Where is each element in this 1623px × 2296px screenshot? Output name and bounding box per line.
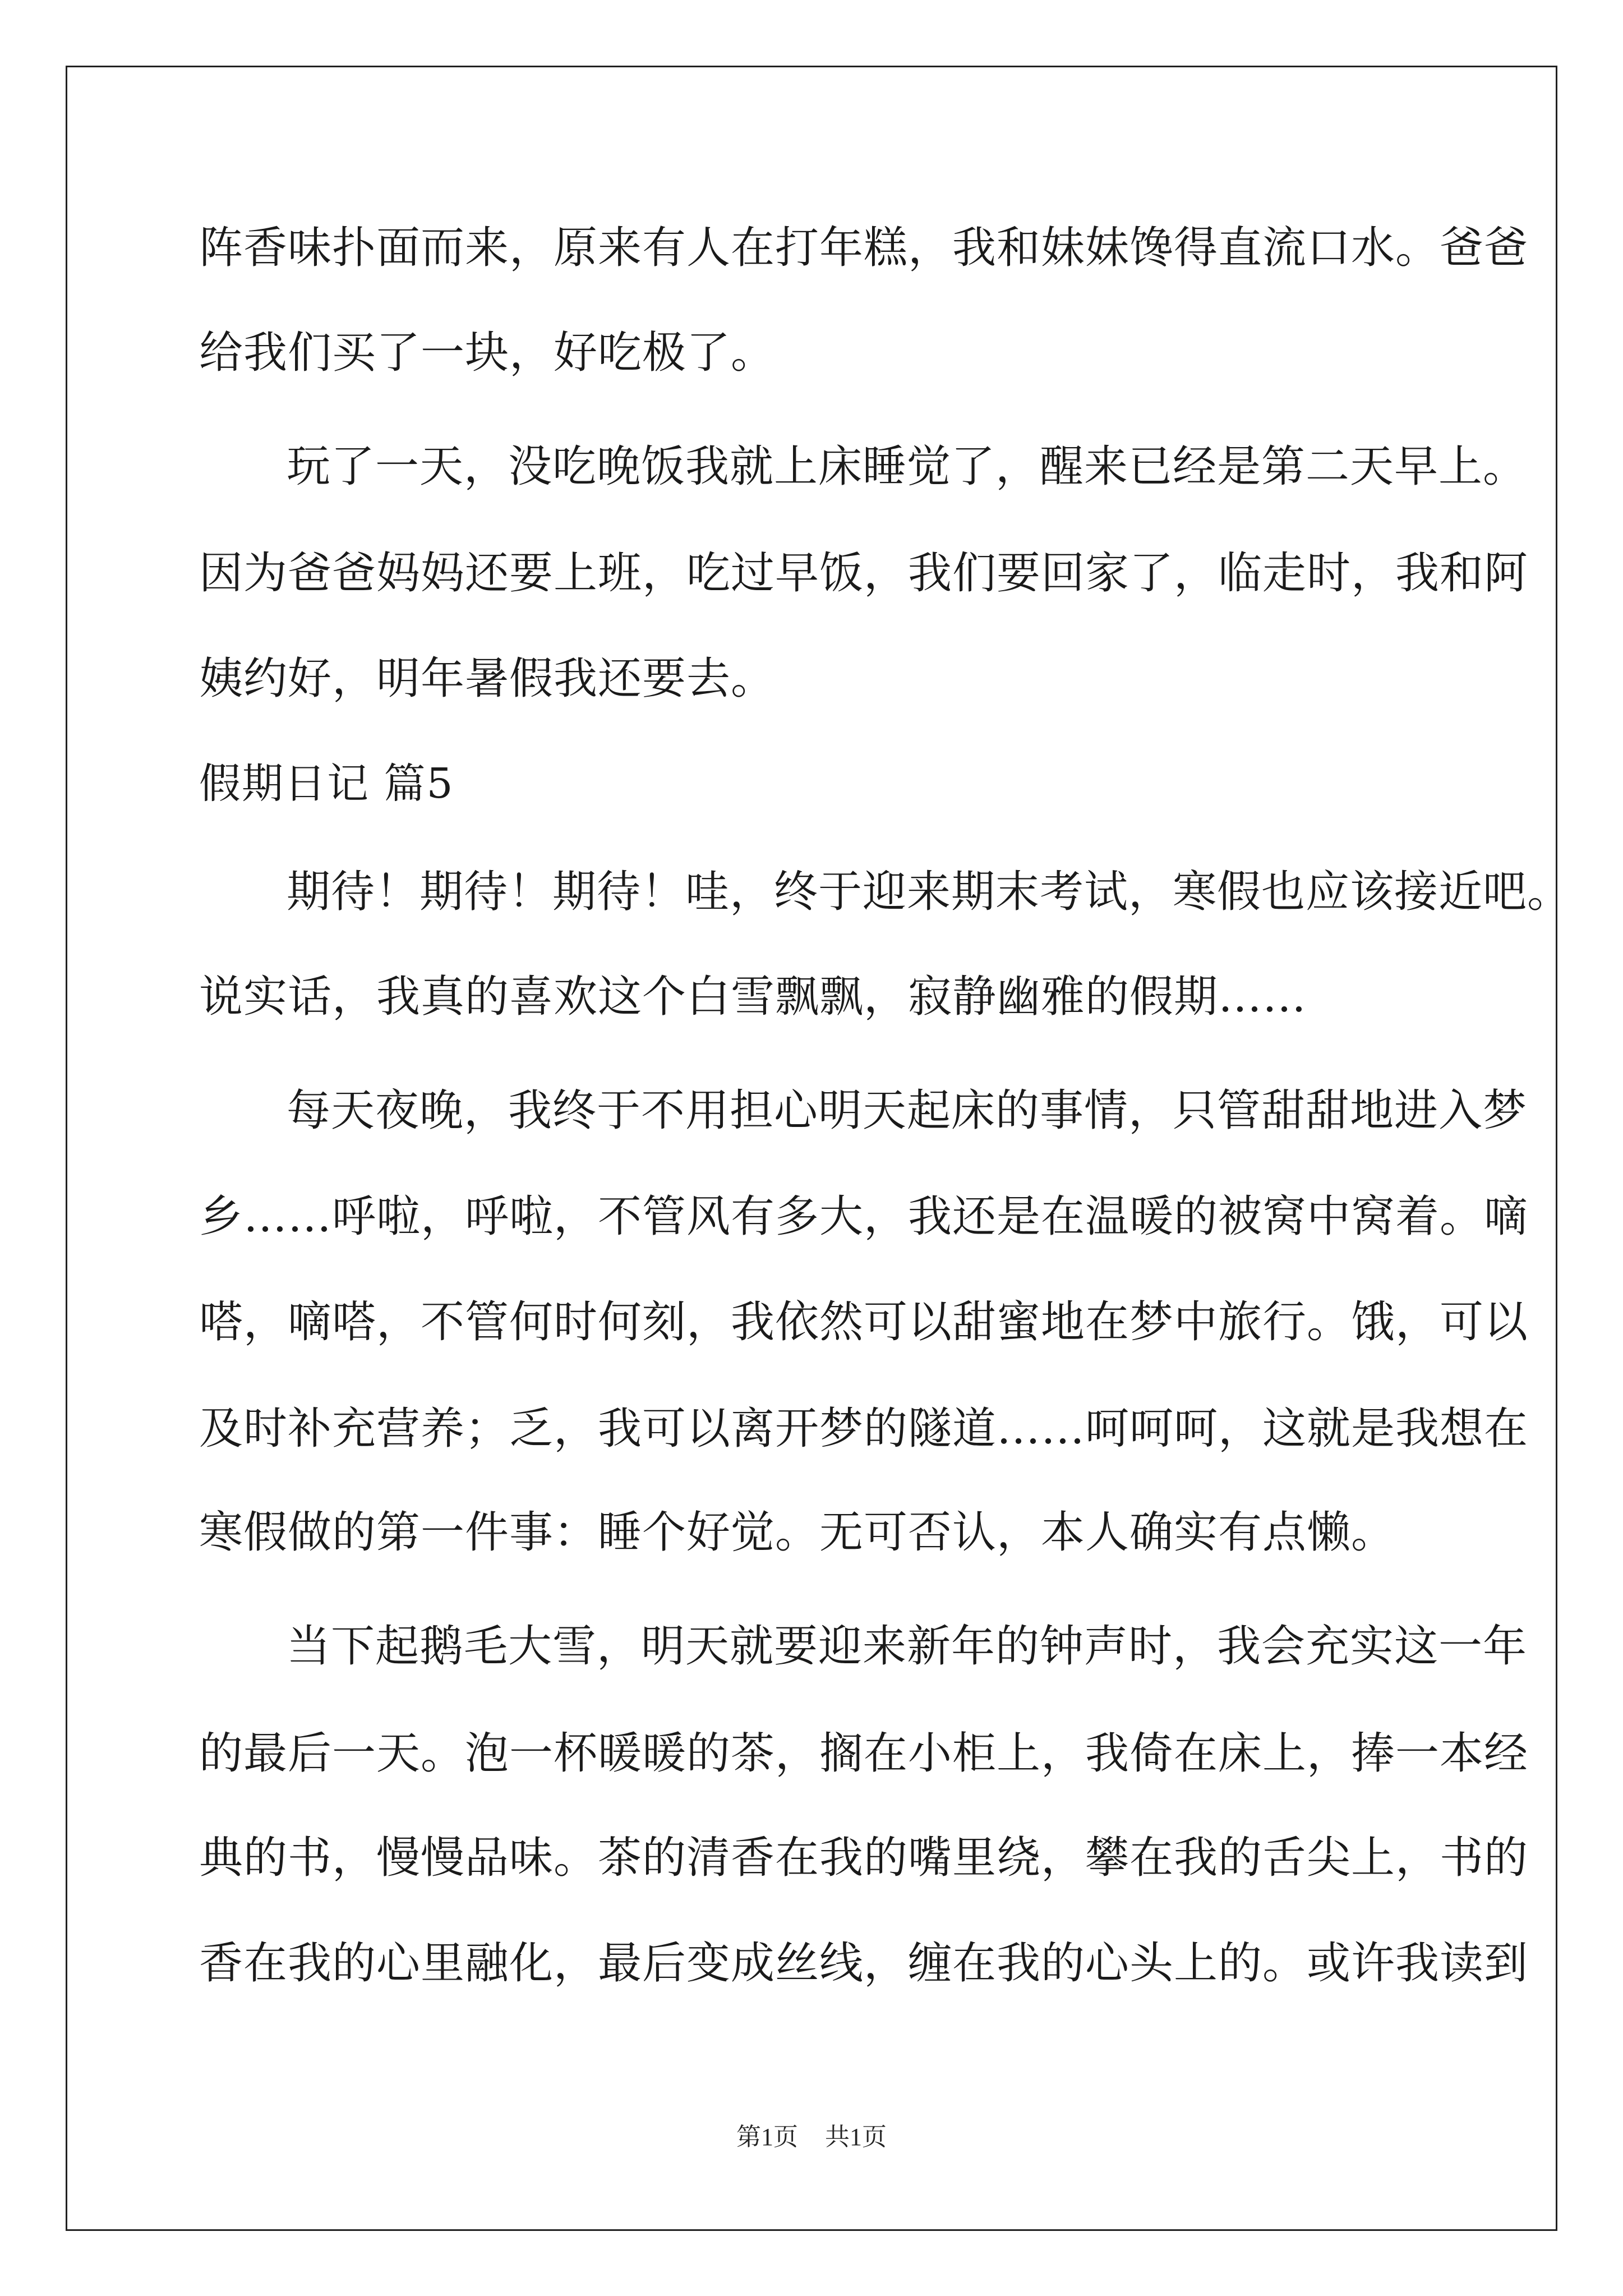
text-line: 每天夜晚，我终于不用担心明天起床的事情，只管甜甜地进入梦 — [287, 1085, 1528, 1136]
text-line: 的最后一天。泡一杯暖暖的茶，搁在小柜上，我倚在床上，捧一本经 — [199, 1728, 1529, 1779]
text-line: 说实话，我真的喜欢这个白雪飘飘，寂静幽雅的假期…… — [199, 972, 1307, 1022]
text-line: 阵香味扑面而来，原来有人在打年糕，我和妹妹馋得直流口水。爸爸 — [199, 223, 1529, 273]
text-line: 乡……呼啦，呼啦，不管风有多大，我还是在温暖的被窝中窝着。嘀 — [199, 1191, 1529, 1242]
page-total: 共1页 — [825, 2123, 887, 2151]
text-line: 典的书，慢慢品味。茶的清香在我的嘴里绕，攀在我的舌尖上，书的 — [199, 1833, 1529, 1883]
page-footer — [0, 2123, 1623, 2151]
text-line: 期待！期待！期待！哇，终于迎来期末考试，寒假也应该接近吧。 — [287, 867, 1572, 917]
page-number: 第1页 — [736, 2123, 798, 2151]
text-line: 嗒，嘀嗒，不管何时何刻，我依然可以甜蜜地在梦中旅行。饿，可以 — [199, 1297, 1529, 1347]
section-heading: 假期日记 篇5 — [199, 760, 454, 808]
page-border — [66, 66, 1557, 2231]
text-line: 玩了一天，没吃晚饭我就上床睡觉了，醒来已经是第二天早上。 — [287, 441, 1528, 492]
text-line: 当下起鹅毛大雪，明天就要迎来新年的钟声时，我会充实这一年 — [287, 1621, 1528, 1672]
text-line: 及时补充营养；乏，我可以离开梦的隧道……呵呵呵，这就是我想在 — [199, 1404, 1529, 1454]
text-line: 香在我的心里融化，最后变成丝线，缠在我的心头上的。或许我读到 — [199, 1938, 1529, 1989]
text-line: 因为爸爸妈妈还要上班，吃过早饭，我们要回家了，临走时，我和阿 — [199, 548, 1529, 599]
text-line: 寒假做的第一件事：睡个好觉。无可否认，本人确实有点懒。 — [199, 1507, 1396, 1558]
text-line: 给我们买了一块，好吃极了。 — [199, 328, 776, 378]
text-line: 姨约好，明年暑假我还要去。 — [199, 654, 776, 704]
